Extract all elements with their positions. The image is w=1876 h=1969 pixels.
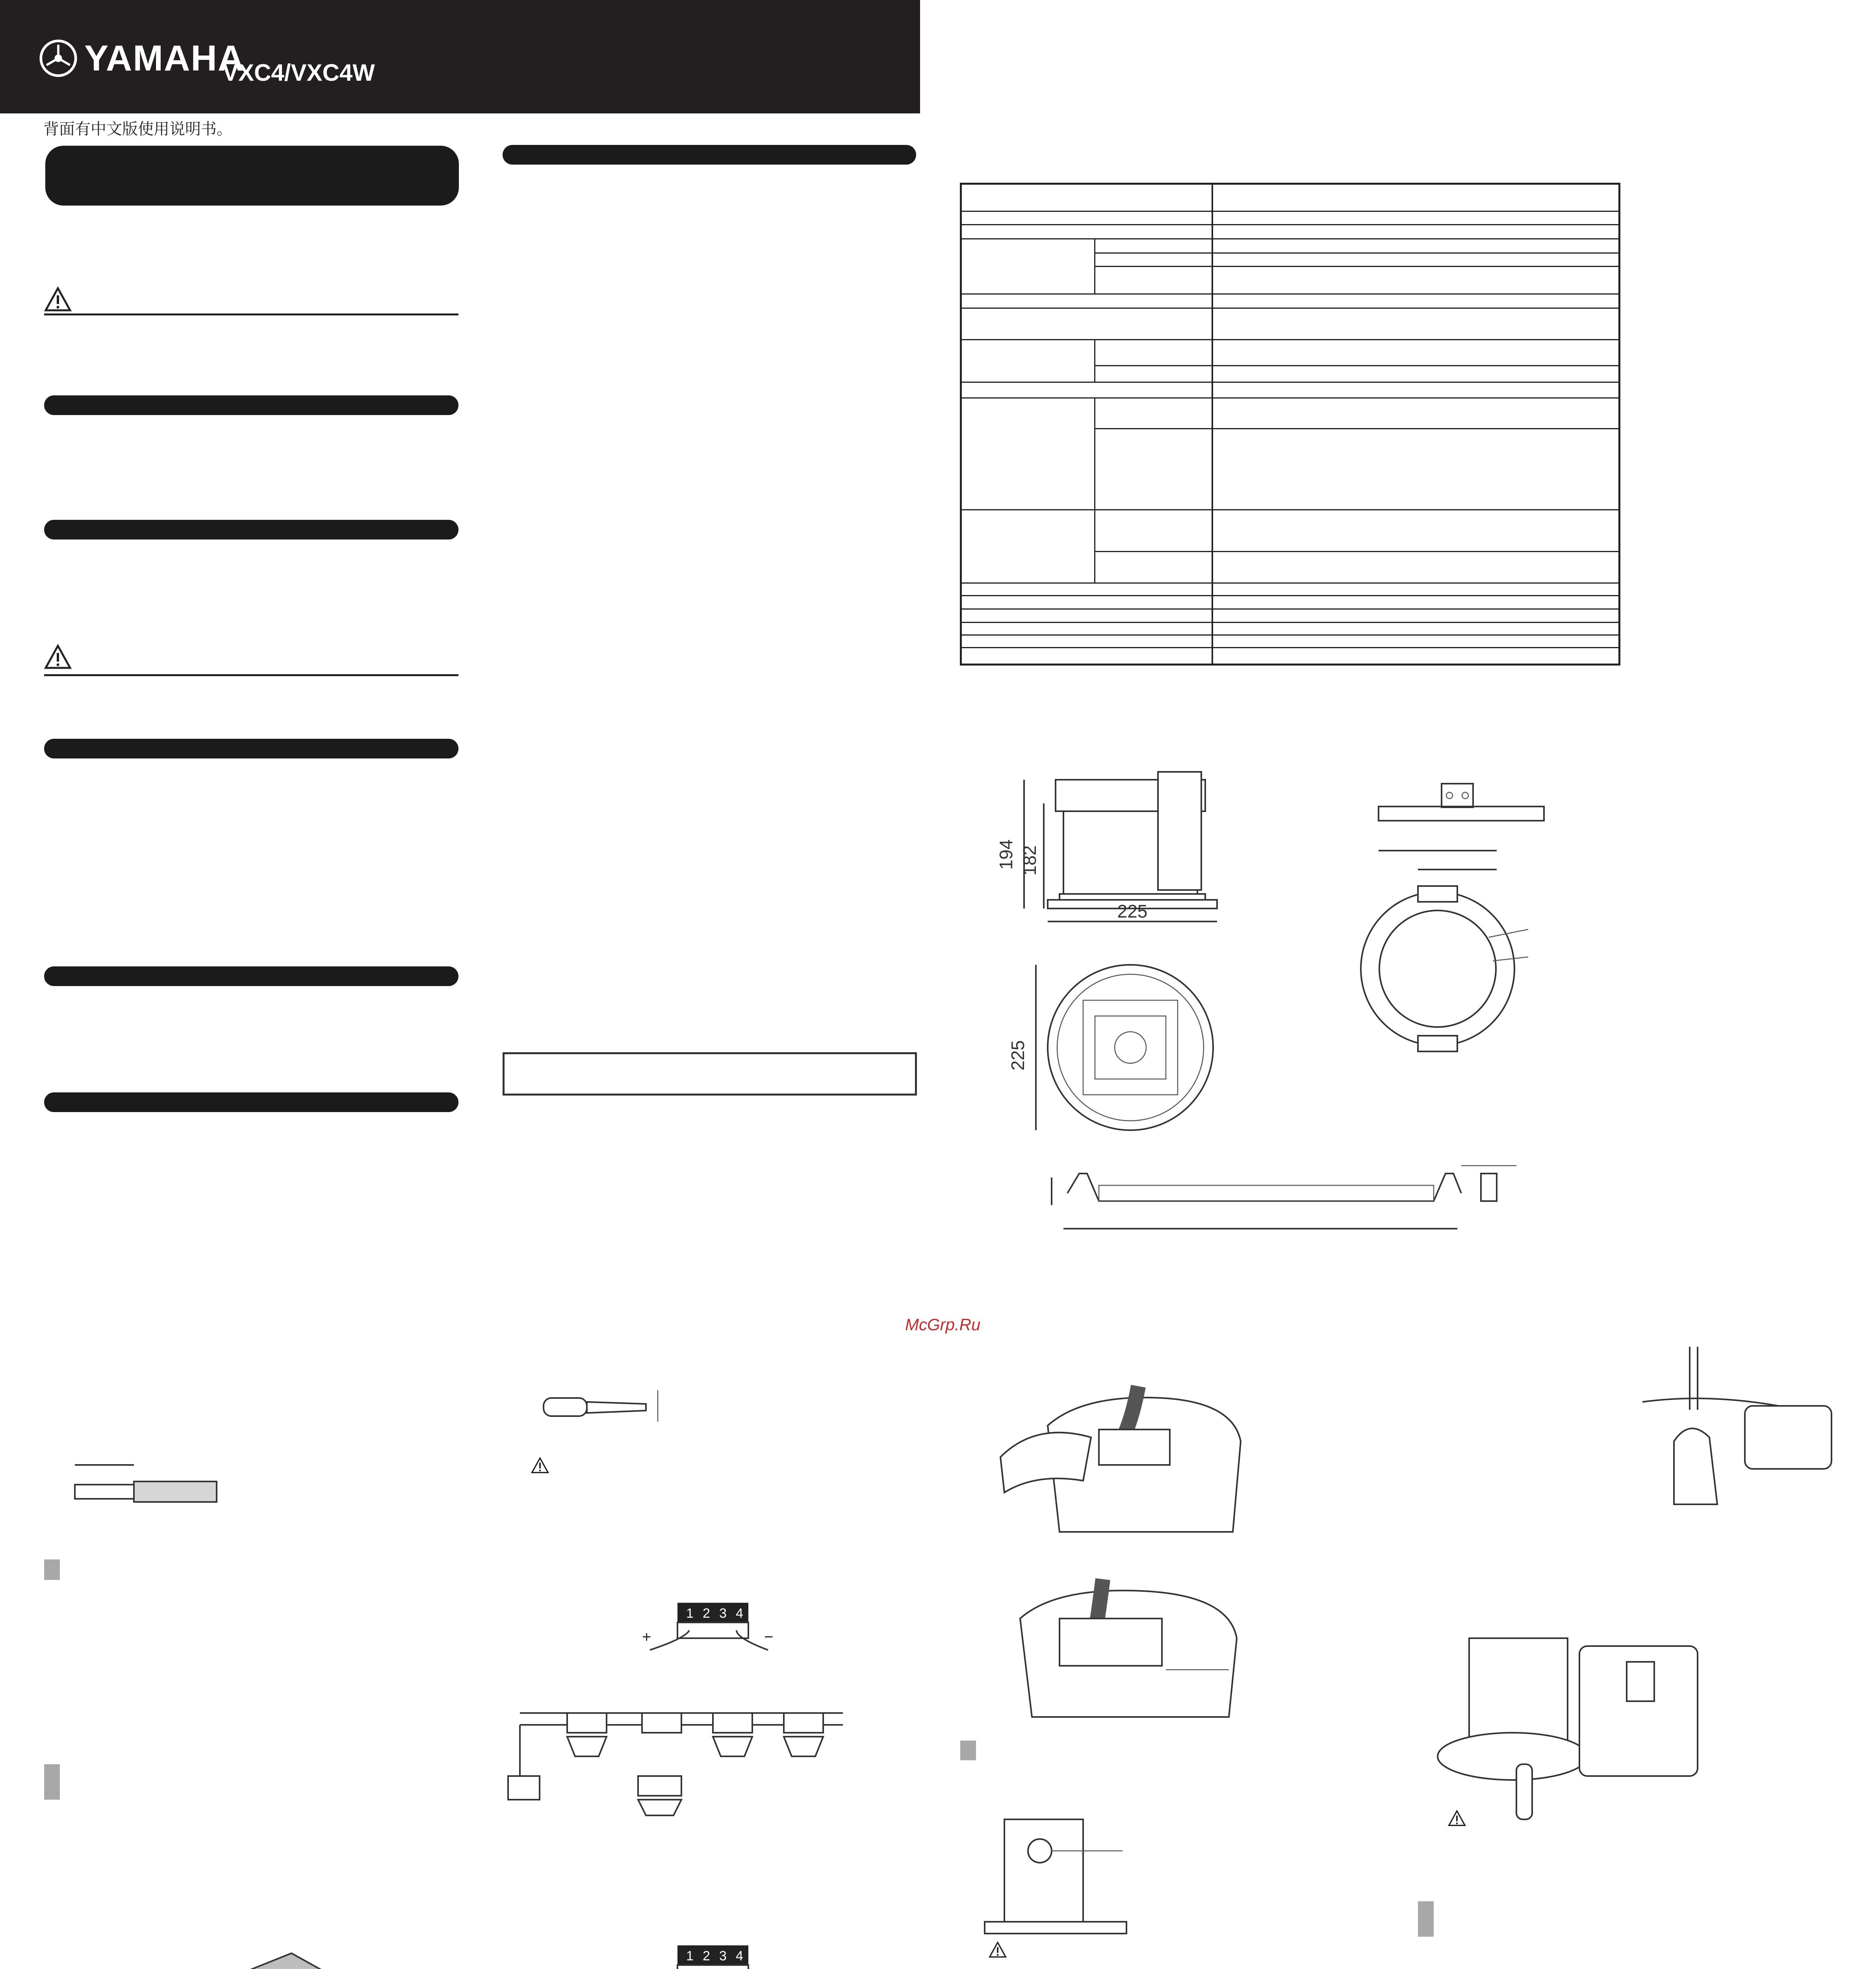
- section-header-bar: [44, 520, 458, 540]
- yamaha-tuning-fork-icon: [39, 39, 77, 77]
- grille-profile-drawing: [1052, 1166, 1516, 1229]
- chinese-manual-note: 背面有中文版使用说明书。: [43, 121, 232, 138]
- step-marker: [1418, 1901, 1434, 1937]
- stripped-cable-drawing: [71, 1457, 221, 1512]
- side-view-drawing: [1024, 772, 1217, 921]
- warning-triangle-icon: [1448, 1810, 1466, 1826]
- terminal-4-label: 4: [736, 1606, 743, 1621]
- dimension-drawings: [996, 764, 1583, 1264]
- plus-sign: +: [642, 1628, 651, 1646]
- section-header-bar: [44, 1092, 458, 1112]
- section-header-bar: [44, 966, 458, 986]
- terminal-4-label: 4: [736, 1949, 743, 1963]
- dim-width-front: 225: [1117, 901, 1148, 921]
- flat-screwdriver-drawing: [528, 1382, 677, 1429]
- terminal-2-label: 2: [703, 1606, 710, 1621]
- ring-bracket-front-view: [1379, 784, 1544, 851]
- speaker-side-detail-drawing: [981, 1804, 1138, 1945]
- hand-bracket-drawing: [1627, 1347, 1839, 1512]
- step-marker: [960, 1741, 976, 1760]
- warning-triangle-icon: [531, 1457, 549, 1474]
- section-rule: [44, 313, 458, 315]
- section-rule: [44, 674, 458, 676]
- ring-bracket-top-view: [1361, 870, 1528, 1051]
- cable-clamp-drawing-2: [1008, 1571, 1253, 1721]
- top-view-drawing: [1036, 965, 1213, 1130]
- terminal-1-label: 1: [686, 1606, 694, 1621]
- step-marker: [44, 1764, 60, 1800]
- dim-width-top: 225: [1008, 1040, 1028, 1071]
- watermark-text: McGrp.Ru: [905, 1315, 981, 1334]
- brand-name: YAMAHA: [84, 38, 245, 78]
- wiring-diagram-1: [508, 1595, 855, 1815]
- dim-height-body: 182: [1019, 845, 1040, 876]
- note-box: [503, 1052, 917, 1096]
- ceiling-tile-drawing: [71, 1945, 402, 1969]
- specifications-table: [960, 183, 1620, 666]
- minus-sign: −: [764, 1628, 774, 1646]
- terminal-2-label: 2: [703, 1949, 710, 1963]
- title-box: [45, 146, 459, 206]
- section-header-bar: [44, 739, 458, 758]
- speaker-mount-drawing: [1430, 1630, 1705, 1827]
- model-name: VXC4/VXC4W: [223, 59, 375, 86]
- section-header-bar: [44, 395, 458, 415]
- warning-triangle-icon: [44, 287, 72, 312]
- cable-clamp-drawing-1: [996, 1370, 1249, 1536]
- dim-height-total: 194: [996, 839, 1016, 870]
- step-marker: [44, 1559, 60, 1580]
- wiring-diagram-2: [508, 1937, 855, 1969]
- section-header-bar: [503, 145, 916, 165]
- terminal-3-label: 3: [719, 1606, 727, 1621]
- terminal-3-label: 3: [719, 1949, 727, 1963]
- warning-triangle-icon: [44, 644, 72, 669]
- warning-triangle-icon: [989, 1941, 1007, 1958]
- terminal-1-label: 1: [686, 1949, 694, 1963]
